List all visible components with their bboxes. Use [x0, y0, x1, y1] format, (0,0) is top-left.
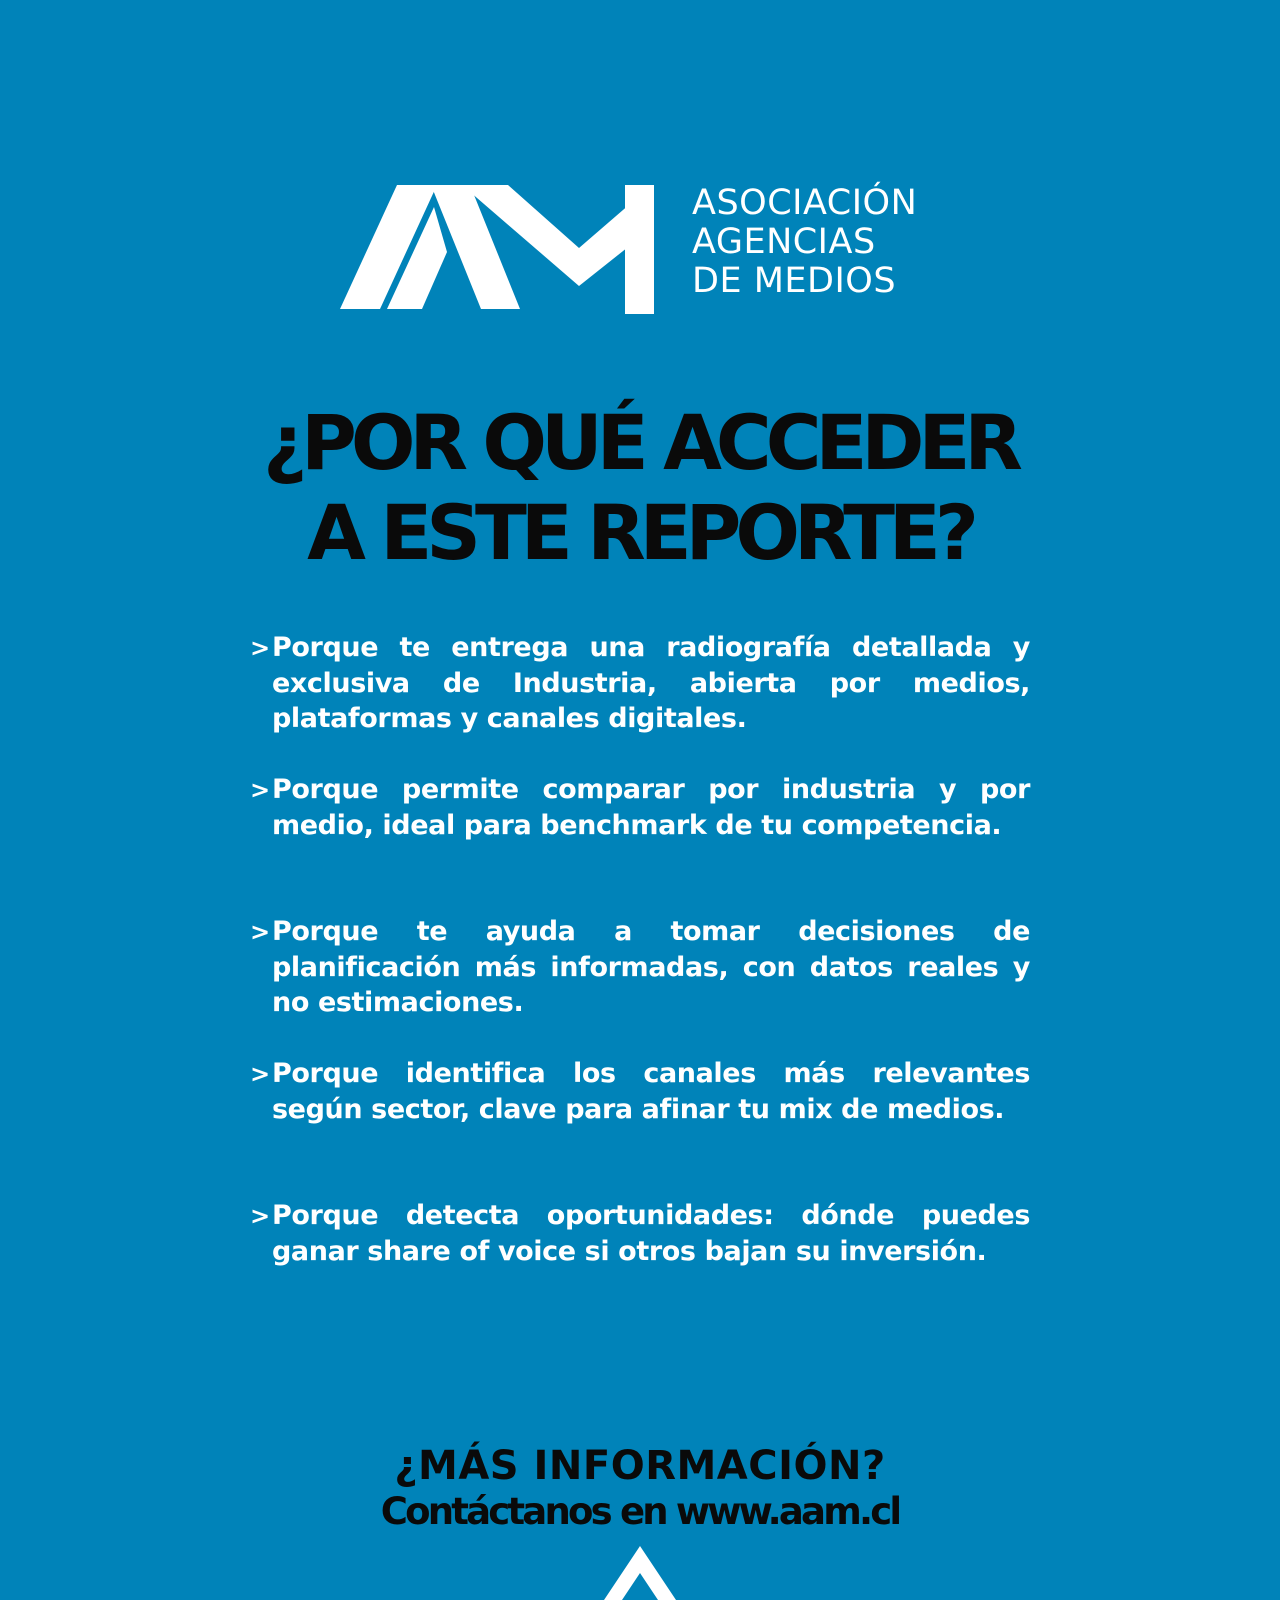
- reason-item-1: [250, 630, 1030, 737]
- reason-text: Porque te ayuda a tomar decisiones de planificación más informadas, con datos reales y no estimaciones.: [272, 916, 1030, 1018]
- reason-item-5: [250, 1198, 1030, 1305]
- chevron-right-icon: >: [250, 634, 271, 662]
- chevron-right-icon: >: [250, 776, 271, 804]
- reason-text: Porque detecta oportunidades: dónde puedes ganar share of voice si otros bajan su inversión.: [272, 1200, 1030, 1267]
- logo-line-1: ASOCIACIÓN: [692, 183, 918, 223]
- chevron-right-icon: >: [250, 918, 271, 946]
- reason-text: Porque identifica los canales más relevantes según sector, clave para afinar tu mix de medios.: [272, 1058, 1030, 1125]
- more-info-heading: ¿MÁS INFORMACIÓN?: [394, 1443, 886, 1489]
- triangle-outline-icon: [604, 1546, 676, 1600]
- title-line-2: A ESTE REPORTE?: [307, 488, 973, 577]
- chevron-right-icon: >: [250, 1202, 271, 1230]
- chevron-right-icon: >: [250, 1060, 271, 1088]
- reason-text: Porque te entrega una radiografía detallada y exclusiva de Industria, abierta por medios, plataformas y canales digitales.: [272, 632, 1030, 734]
- reason-text: Porque permite comparar por industria y por medio, ideal para benchmark de tu competencia.: [272, 774, 1030, 841]
- logo-line-3: DE MEDIOS: [692, 261, 897, 301]
- aam-logo: [340, 170, 940, 320]
- reasons-list: [250, 630, 1030, 1340]
- contact-text: Contáctanos en www.aam.cl: [380, 1490, 900, 1533]
- logo-wordmark: [692, 184, 917, 301]
- title-line-1: ¿POR QUÉ ACCEDER: [263, 398, 1017, 487]
- page-title: [0, 398, 1280, 578]
- logo-line-2: AGENCIAS: [692, 222, 876, 262]
- reason-item-3: [250, 914, 1030, 1021]
- reason-item-4: [250, 1056, 1030, 1163]
- reason-item-2: [250, 772, 1030, 879]
- aam-logo-icon: [340, 170, 670, 320]
